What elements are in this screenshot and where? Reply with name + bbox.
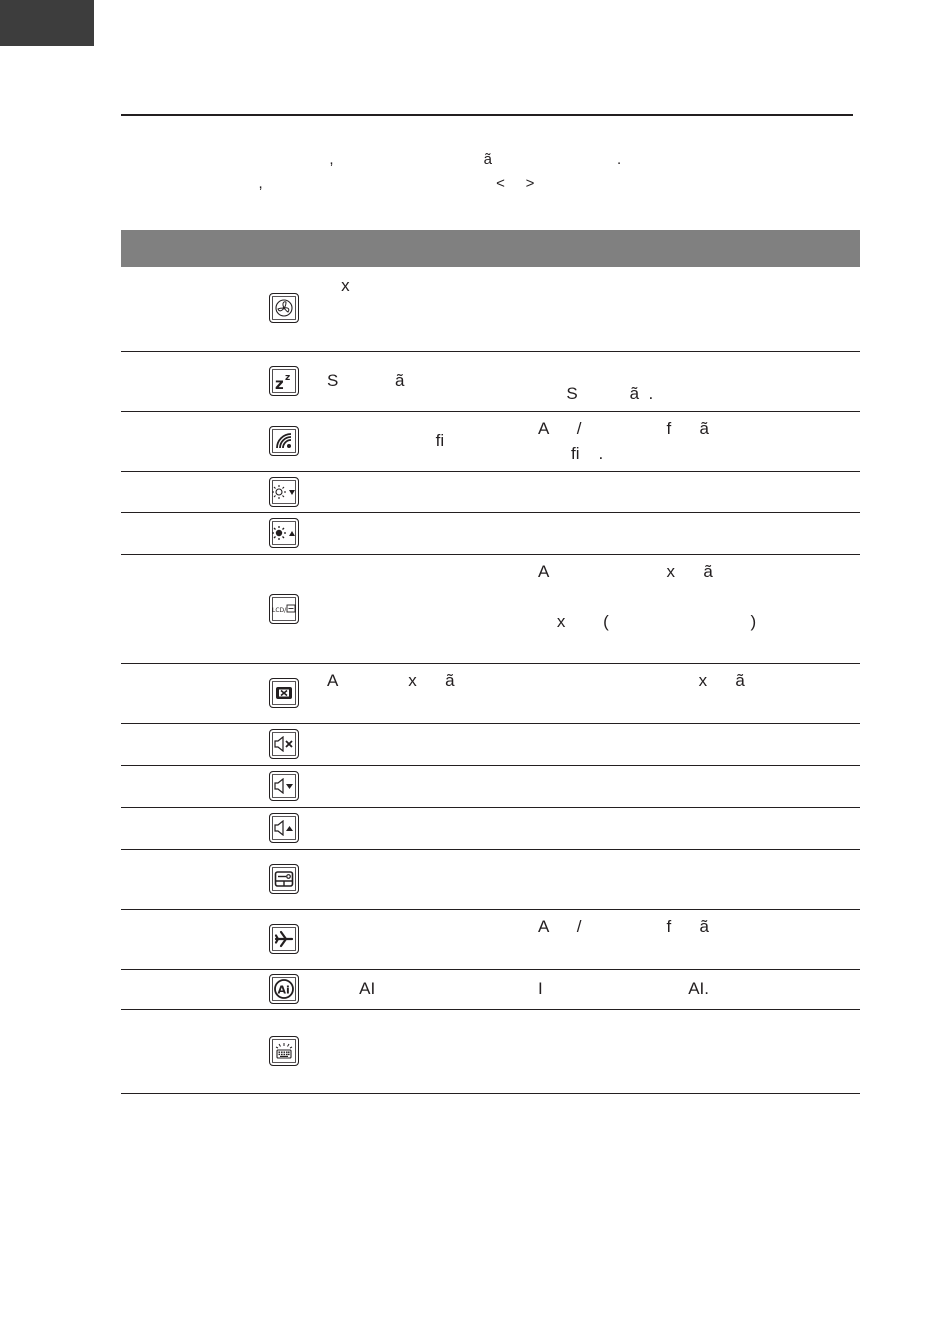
svg-text:z: z [275, 375, 284, 392]
intro-line-2: , < > [121, 175, 535, 192]
keyboard-backlight-icon [274, 1041, 294, 1061]
row-text-b: A x ã [538, 562, 713, 581]
table-row [121, 555, 860, 664]
table-row [121, 808, 860, 850]
svg-text:LCD/: LCD/ [272, 607, 287, 614]
table-row [121, 412, 860, 472]
hotkey-key [269, 366, 301, 398]
hotkey-key [269, 678, 301, 710]
hotkey-key [269, 924, 301, 956]
hotkey-key [269, 594, 301, 626]
svg-text:Ai: Ai [277, 983, 290, 997]
table-row [121, 1010, 860, 1094]
touchpad-toggle-icon [274, 870, 294, 888]
row-text-a: A x ã [327, 671, 455, 690]
table-row [121, 724, 860, 766]
table-row [121, 513, 860, 555]
hotkey-key [269, 729, 301, 761]
hotkey-key [269, 426, 301, 458]
wireless-icon [274, 431, 294, 451]
volume-up-icon [273, 820, 295, 836]
fan-icon [274, 298, 294, 318]
table-row [121, 970, 860, 1010]
hotkey-key [269, 518, 301, 550]
mute-icon [273, 736, 295, 752]
hotkey-key [269, 864, 301, 896]
table-row [121, 664, 860, 724]
table-row [121, 850, 860, 910]
brightness-down-icon [272, 484, 296, 500]
table-header [121, 230, 860, 267]
intro-line-1: , ã . [121, 151, 622, 168]
row-text-a: S ã [327, 371, 405, 390]
hotkey-key [269, 974, 301, 1006]
row-text-a: fi [327, 431, 445, 450]
sleep-icon [273, 370, 295, 392]
row-text-b: fi . [538, 444, 604, 463]
table-row [121, 267, 860, 352]
table-row [121, 352, 860, 412]
display-off-icon [274, 685, 294, 701]
row-text-a: x [327, 276, 350, 295]
row-text-b: x ã [538, 671, 745, 690]
row-text-b: I AI. [538, 979, 709, 998]
display-switch-icon [272, 603, 296, 615]
airplane-mode-icon [274, 929, 294, 949]
volume-down-icon [273, 778, 295, 794]
brightness-up-icon [272, 525, 296, 541]
hotkey-key [269, 1036, 301, 1068]
table-row [121, 766, 860, 808]
hotkey-table [121, 230, 860, 1094]
table-row [121, 472, 860, 513]
row-text-b: S ã . [538, 384, 654, 403]
table-row [121, 910, 860, 970]
row-text-b: A / f ã [538, 917, 709, 936]
row-text-a: AI [327, 979, 376, 998]
hotkey-key [269, 771, 301, 803]
hotkey-key [269, 477, 301, 509]
ai-icon [273, 978, 295, 1000]
row-text-b: x ( ) [538, 612, 757, 631]
hotkey-key [269, 293, 301, 325]
title-rule [121, 114, 853, 116]
section-corner-tab [0, 0, 94, 46]
hotkey-key [269, 813, 301, 845]
row-text-b: A / f ã [538, 419, 709, 438]
svg-text:z: z [285, 373, 291, 383]
